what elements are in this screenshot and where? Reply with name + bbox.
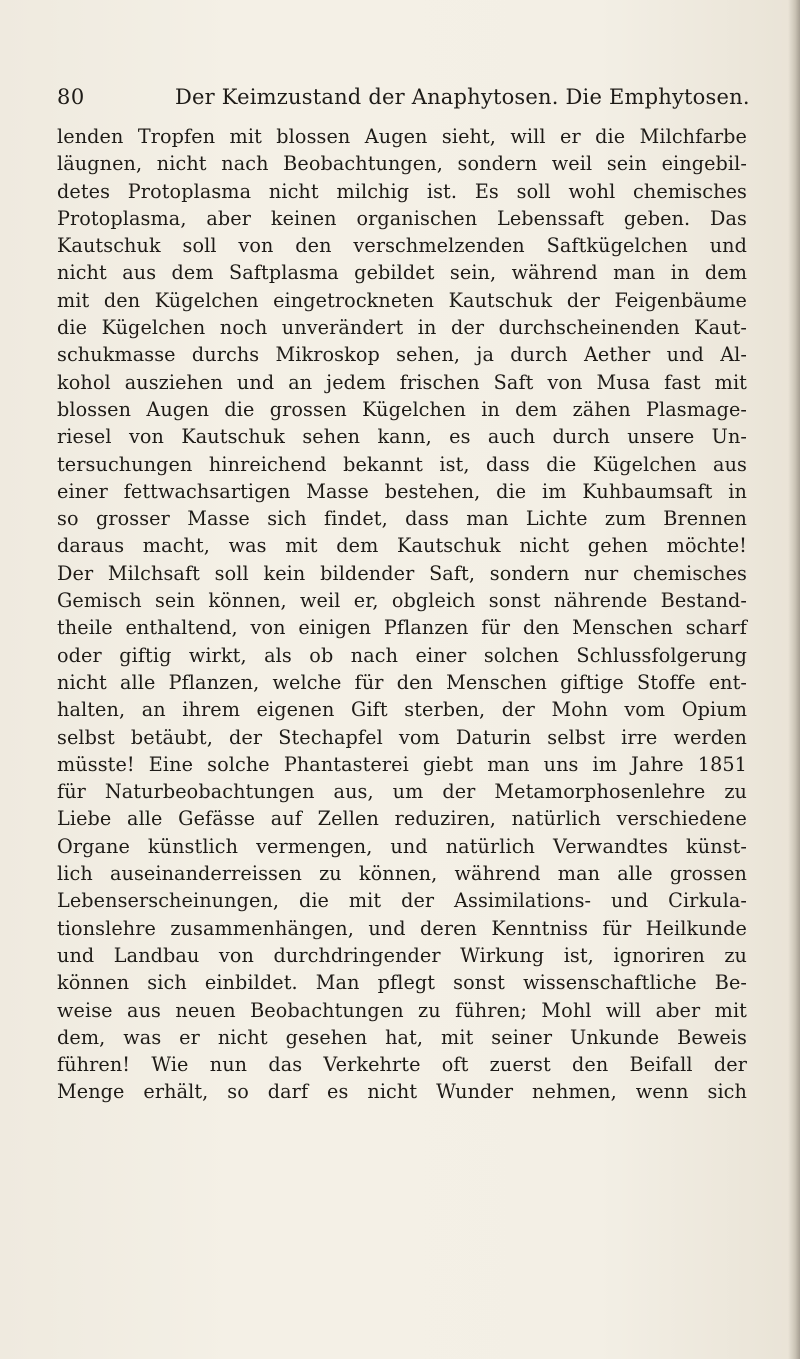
text-line: Lebenserscheinungen, die mit der Assimilations- und Cirkula- [57,889,747,913]
text-line: läugnen, nicht nach Beobachtungen, sondern weil sein eingebil- [57,152,747,176]
text-line: Gemisch sein können, weil er, obgleich sonst nährende Bestand- [57,589,747,613]
text-line: nicht aus dem Saftplasma gebildet sein, während man in dem [57,261,747,285]
text-line: lich auseinanderreissen zu können, während man alle grossen [57,862,747,886]
text-line: für Naturbeobachtungen aus, um der Metamorphosenlehre zu [57,780,747,804]
text-line: oder giftig wirkt, als ob nach einer solchen Schlussfolgerung [57,643,747,667]
running-head: Der Keimzustand der Anaphytosen. Die Emphytosen. [175,85,750,109]
text-line: die Kügelchen noch unverändert in der durchscheinenden Kaut- [57,316,747,340]
text-line: Der Milchsaft soll kein bildender Saft, sondern nur chemisches [57,561,747,585]
text-line: tionslehre zusammenhängen, und deren Kenntniss für Heilkunde [57,916,747,940]
text-line: so grosser Masse sich findet, dass man Lichte zum Brennen [57,507,747,531]
text-line: lenden Tropfen mit blossen Augen sieht, will er die Milchfarbe [57,125,747,148]
page-edge-shadow [788,0,800,1359]
text-line: dem, was er nicht gesehen hat, mit seiner Unkunde Beweis [57,1025,747,1049]
page-header [57,85,750,117]
text-line: Liebe alle Gefässe auf Zellen reduziren, natürlich verschiedene [57,807,747,831]
text-line: blossen Augen die grossen Kügelchen in dem zähen Plasmage- [57,397,747,421]
text-line: führen! Wie nun das Verkehrte oft zuerst den Beifall der [57,1053,747,1077]
text-line: Protoplasma, aber keinen organischen Lebenssaft geben. Das [57,206,747,230]
text-line: schukmasse durchs Mikroskop sehen, ja durch Aether und Al- [57,343,747,367]
text-line: tersuchungen hinreichend bekannt ist, dass die Kügelchen aus [57,452,747,476]
text-line: selbst betäubt, der Stechapfel vom Daturin selbst irre werden [57,725,747,749]
text-line: Kautschuk soll von den verschmelzenden Saftkügelchen und [57,234,747,258]
text-line: weise aus neuen Beobachtungen zu führen; Mohl will aber mit [57,998,747,1022]
text-line: daraus macht, was mit dem Kautschuk nicht gehen möchte! [57,534,747,558]
text-line: müsste! Eine solche Phantasterei giebt man uns im Jahre 1851 [57,752,747,776]
text-line: detes Protoplasma nicht milchig ist. Es soll wohl chemisches [57,179,747,203]
text-line: nicht alle Pflanzen, welche für den Menschen giftige Stoffe ent- [57,670,747,694]
text-line: kohol ausziehen und an jedem frischen Saft von Musa fast mit [57,370,747,394]
text-line: einer fettwachsartigen Masse bestehen, die im Kuhbaumsaft in [57,479,747,503]
text-line: mit den Kügelchen eingetrockneten Kautschuk der Feigenbäume [57,288,747,312]
text-line: Menge erhält, so darf es nicht Wunder nehmen, wenn sich [57,1080,747,1104]
text-line: können sich einbildet. Man pflegt sonst wissenschaftliche Be- [57,971,747,995]
text-line: riesel von Kautschuk sehen kann, es auch durch unsere Un- [57,425,747,449]
body-text [57,123,747,1106]
page-number: 80 [57,85,85,109]
text-line: theile enthaltend, von einigen Pflanzen für den Menschen scharf [57,616,747,640]
text-line: halten, an ihrem eigenen Gift sterben, der Mohn vom Opium [57,698,747,722]
text-line: Organe künstlich vermengen, und natürlich Verwandtes künst- [57,834,747,858]
text-line: und Landbau von durchdringender Wirkung ist, ignoriren zu [57,943,747,967]
